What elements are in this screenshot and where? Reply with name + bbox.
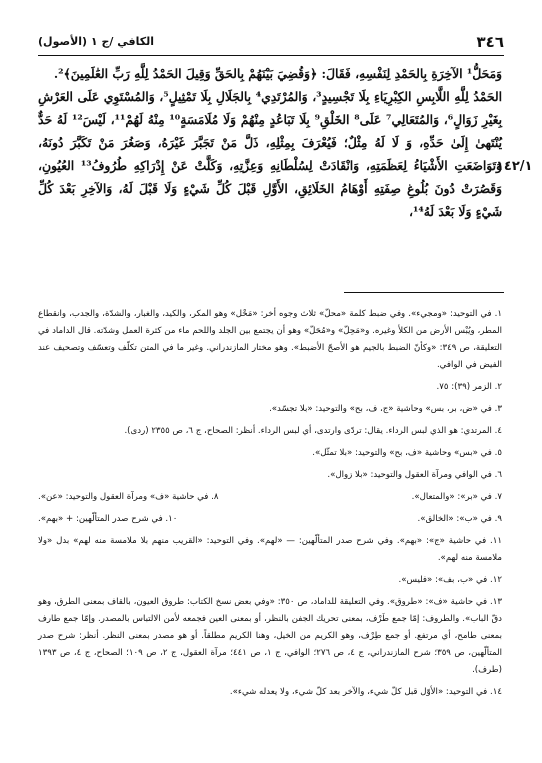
- footnote-divider: [344, 292, 504, 293]
- main-text: [38, 62, 533, 223]
- footnote-6: ٦. في الوافي ومرآة العقول والتوحيد: «بلا زوال».: [327, 470, 502, 480]
- page-header: [38, 33, 504, 56]
- footnote-2: ٢. الزمر (٣٩): ٧٥.: [436, 382, 502, 392]
- running-head: الكافي /ج ١ (الأصول): [38, 35, 155, 48]
- footnote-13: ١٣. في حاشية «ف»: «طروق». وفي التعليقة للداماد، ص ٣٥٠: «وفي بعض نسخ الكتاب: طروق العيون، بالقاف بمعنى الطرق، وهو دقّ الباب». والطروف: إمّا جمع طَرْف، بمعنى تحريك الجفن بالنظر، أو بمعنى العين فجمعه لأمن الالتباس بالمصدر. وإمّا جمع طارف بمعنى طامح، أي مرتفع. أو جمع طِرْف، وهو الكريم من الخيل، وهنا الكريم مطلقاً. أو هو مصدر بمعنى النظر. أنظر: شرح صدر المتألّهين، ص ٣٥٩؛ شرح المازندراني، ج ٤، ص ٢٧٦؛ الوافي، ج ١، ص ٤٤١؛ مرآة العقول، ج ٢، ص ١٠٩؛ الصحاح، ج ٤، ص ١٣٩٣ (طرف).: [38, 597, 502, 675]
- hadith-number: ١٤٢/١: [496, 159, 533, 174]
- footnote-3: ٣. في «ض، بر، بس» وحاشية «ج، ف، بح» والتوحيد: «بلا تجسّد».: [269, 404, 502, 414]
- footnote-4: ٤. المرتدي: هو الذي لبس الرداء. يقال: تردّى وارتدى، أي لبس الرداء. أنظر: الصحاح، ج ٦، ص ٢٣٥٥ (ردى).: [124, 426, 502, 436]
- footnote-row-9-10: [38, 511, 502, 528]
- page-number: ٣٤٦: [476, 33, 504, 51]
- footnote-9: ٩. في «ب»: «الخالق».: [417, 514, 502, 524]
- footnote-7: ٧. في «بر»: «والمتعال».: [411, 492, 502, 502]
- footnote-10: ١٠. في شرح صدر المتألّهين: + «بهم».: [38, 514, 178, 524]
- footnote-8: ٨. في حاشية «ف» ومرآة العقول والتوحيد: «عن».: [38, 492, 219, 502]
- opening-line: وَمَحَلُّ¹ الآخِرَةِ بِالحَمْدِ لِنَفْسِهِ، فَقَالَ: ﴿وَقُضِيَ بَيْنَهُمْ بِالحَقِّ وَقِيلَ الحَمْدُ لِلَّهِ رَبِّ العَٰلَمِينَ﴾².: [53, 66, 502, 81]
- footnotes: [38, 306, 502, 706]
- footnote-12: ١٢. في «ب، بف»: «فليس».: [398, 575, 502, 585]
- footnote-11: ١١. في حاشية «ج»: «بهم». وفي شرح صدر المتألّهين: — «لهم». وفي التوحيد: «القريب منهم بلا ملامسة منه لهم» بدل «ولا ملامسة منه لهم».: [38, 536, 502, 563]
- footnote-5: ٥. في «بس» وحاشية «ف، بح» والتوحيد: «بلا تمثّل».: [312, 448, 502, 458]
- footnote-1: ١. في التوحيد: «ومجيء». وفي ضبط كلمة «محلّ» ثلاث وجوه أخر: «مَحْل» وهو المكر، والكيد، والغبار، والشدّة، والجدب، وانقطاع المطر، ويُبْس الأرض من الكلأ وغيره. و«مَحِلّ» و«مُحَلّ» وهو أن يجتمع بين الجلد واللحم ماء من كثرة العمل وشدّته. قال الداماد في التعليقة، ص ٣٤٩: «وكأنّ الضبط بالجيم هو الأصحّ الأضبط». وهو مختار المازندراني. وغير ما في المتن تكلّف وتعسّف وتصحيف عند الفيض في الوافي.: [38, 309, 503, 370]
- hadith-text: الحَمْدُ لِلَّهِ اللَّابِسِ الكِبْرِيَاءِ بِلَا تَجْسِيدٍ³، وَالمُرْتَدِي⁴ بِالجَلَالِ بِلَا تَمْثِيلٍ⁵، وَالمُسْتَوِي عَلَى العَرْشِ بِغَيْرِ زَوَالٍ⁶، وَالمُتَعَالِي⁷ عَلَى⁸ الخَلْقِ⁹ بِلَا تَبَاعُدٍ مِنْهُمْ وَلَا مُلَامَسَةٍ¹⁰ مِنْهُ لَهُمْ¹¹، لَيْسَ¹² لَهُ حَدٌّ يُنْتَهىٰ إِلَىٰ حَدِّهِ، وَ لَا لَهُ مِثْلٌ؛ فَيُعْرَفَ بِمِثْلِهِ، ذَلَّ مَنْ تَجَبَّرَ غَيْرَهُ، وَصَغُرَ مَنْ تَكَبَّرَ دُونَهُ، وَتَوَاضَعَتِ الأَشْيَاءُ لِعَظَمَتِهِ، وَانْقَادَتْ لِسُلْطَانِهِ وَعِزَّتِهِ، وَكَلَّتْ عَنْ إِدْرَاكِهِ طُرُوفُ¹³ العُيُونِ، وَقَصُرَتْ دُونَ بُلُوغِ صِفَتِهِ أَوْهَامُ الخَلَائِقِ، الأَوَّلِ قَبْلَ كُلِّ شَيْءٍ وَلَا قَبْلَ لَهُ، وَالآخِرِ بَعْدَ كُلِّ شَيْءٍ وَلَا بَعْدَ لَهُ¹⁴،: [38, 89, 503, 219]
- footnote-14: ١٤. في التوحيد: «الأوّل قبل كلّ شيء، والآخر بعد كلّ شيء، ولا يعدله شيء».: [229, 687, 502, 697]
- footnote-row-7-8: [38, 489, 502, 506]
